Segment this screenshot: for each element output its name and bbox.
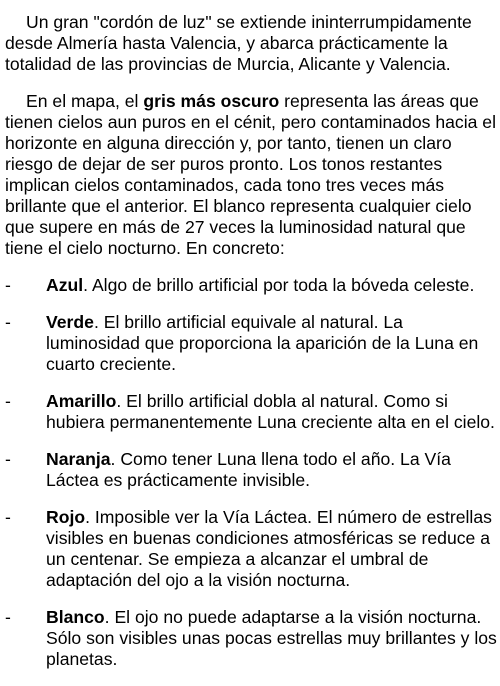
- map-description-body: representa las áreas que tienen cielos aun puros en el cénit, pero contaminados hacia el horizonte en alguna dirección y, por tanto, tienen un claro riesgo de dejar de ser puros pronto. Los tonos restantes implican cielos contaminados, cada tono tres veces más brillante que el anterior. El blanco representa cualquier cielo que supere en más de 27 veces la luminosidad natural que tiene el cielo nocturno. En concreto:: [5, 91, 496, 258]
- list-item-naranja: [5, 449, 497, 491]
- map-description-lead: En el mapa, el: [26, 91, 144, 111]
- item-description: . Como tener Luna llena todo el año. La Vía Láctea es prácticamente invisible.: [46, 449, 451, 490]
- document-page: [5, 12, 497, 686]
- item-term: Azul: [46, 275, 84, 295]
- intro-paragraph: [5, 12, 497, 75]
- list-bullet: -: [5, 607, 11, 627]
- map-description-emphasis: gris más oscuro: [143, 91, 280, 111]
- map-description-paragraph: [5, 91, 497, 259]
- list-bullet: -: [5, 312, 11, 332]
- item-term: Blanco: [46, 607, 105, 627]
- list-bullet: -: [5, 449, 11, 469]
- item-term: Verde: [46, 312, 94, 332]
- color-legend-list: [5, 275, 497, 670]
- list-bullet: -: [5, 275, 11, 295]
- item-description: . Algo de brillo artificial por toda la bóveda celeste.: [83, 275, 475, 295]
- item-description: . El brillo artificial equivale al natural. La luminosidad que proporciona la aparición de la Luna en cuarto creciente.: [46, 312, 479, 374]
- list-item-amarillo: [5, 391, 497, 433]
- list-bullet: -: [5, 391, 11, 411]
- list-item-rojo: [5, 507, 497, 591]
- list-item-azul: [5, 275, 497, 296]
- item-term: Amarillo: [46, 391, 117, 411]
- list-bullet: -: [5, 507, 11, 527]
- item-term: Rojo: [46, 507, 86, 527]
- intro-text: Un gran "cordón de luz" se extiende ininterrumpidamente desde Almería hasta Valencia, y abarca prácticamente la totalidad de las provincias de Murcia, Alicante y Valencia.: [5, 12, 472, 74]
- item-term: Naranja: [46, 449, 111, 469]
- item-description: . El brillo artificial dobla al natural. Como si hubiera permanentemente Luna creciente alta en el cielo.: [46, 391, 495, 432]
- list-item-verde: [5, 312, 497, 375]
- item-description: . Imposible ver la Vía Láctea. El número de estrellas visibles en buenas condiciones atmosféricas se reduce a un centenar. Se empieza a alcanzar el umbral de adaptación del ojo a la visión nocturna.: [46, 507, 492, 590]
- item-description: . El ojo no puede adaptarse a la visión nocturna. Sólo son visibles unas pocas estrellas muy brillantes y los planetas.: [46, 607, 497, 669]
